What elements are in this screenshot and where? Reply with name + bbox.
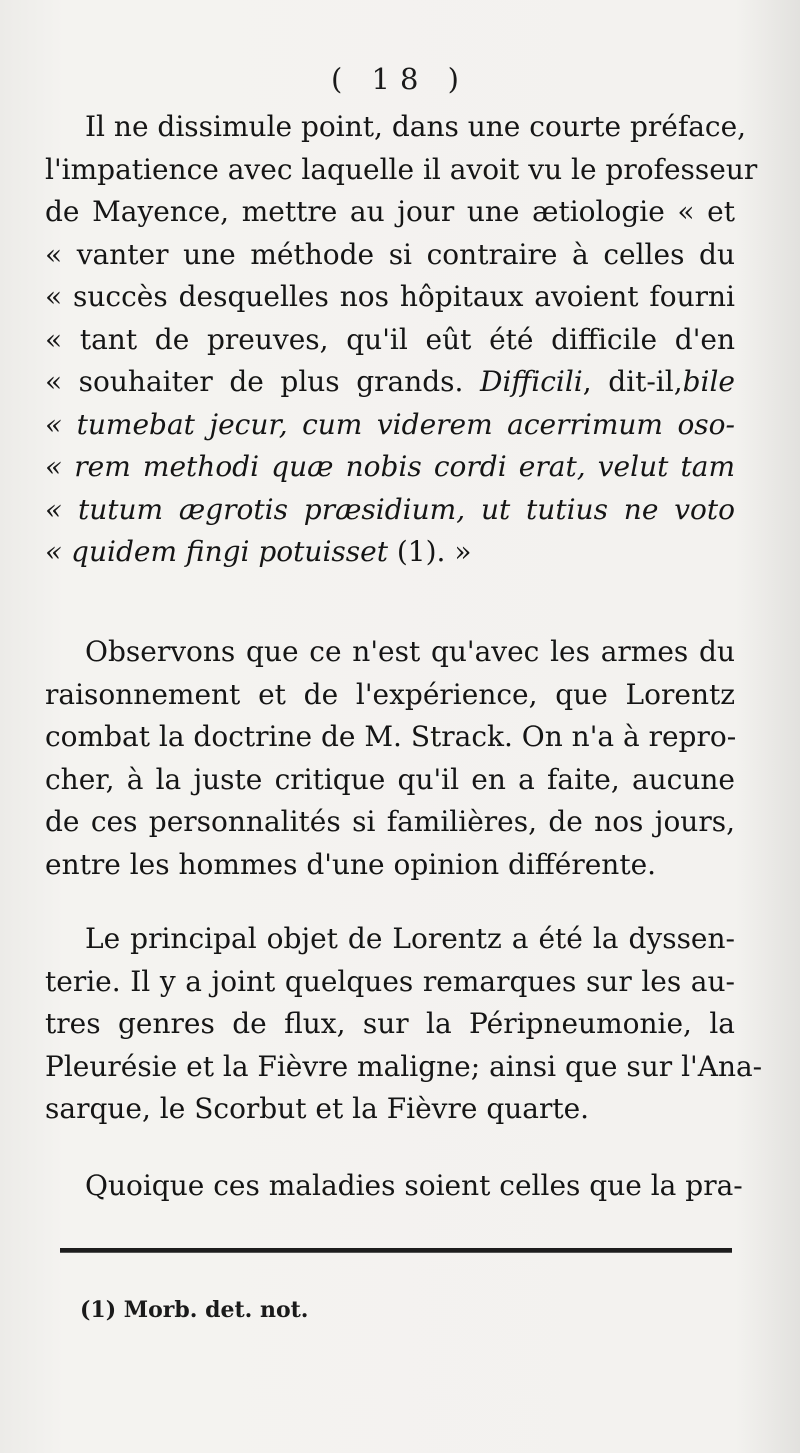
text-line	[45, 631, 735, 674]
text-run: tres genres de flux, sur la Péripneumonie, la	[45, 1007, 735, 1040]
text-run: de ces personnalités si familières, de nos jours,	[45, 805, 735, 838]
text-run: « tant de preuves, qu'il eût été difficile d'en	[45, 322, 735, 356]
text-line	[45, 234, 735, 277]
text-line	[45, 149, 758, 192]
text-line	[45, 319, 735, 362]
text-run: , dit-il,	[582, 365, 683, 398]
text-run: (1). »	[387, 535, 472, 568]
italic-text: Difficili	[480, 365, 583, 398]
paragraph-1	[45, 106, 758, 574]
text-line	[45, 1046, 763, 1089]
footnote: (1) Morb. det. not.	[80, 1297, 309, 1323]
page-number: ( 18 )	[331, 62, 469, 96]
text-line	[45, 489, 735, 532]
italic-text: « tumebat jecur, cum viderem acerrimum oso-	[45, 407, 735, 441]
italic-text: « quidem fingi potuisset	[45, 535, 388, 568]
text-line	[45, 1003, 735, 1046]
text-line	[45, 961, 735, 1004]
text-line	[45, 1088, 735, 1131]
text-run: Observons que ce n'est qu'avec les armes du	[85, 635, 735, 668]
text-run: Le principal objet de Lorentz a été la dyssen-	[85, 922, 735, 955]
text-line	[45, 918, 735, 961]
text-run: Quoique ces maladies soient celles que la pra-	[85, 1169, 743, 1202]
text-run: cher, à la juste critique qu'il en a faite, aucune	[45, 762, 735, 796]
text-run: « vanter une méthode si contraire à celles du	[45, 237, 735, 271]
text-line	[45, 801, 735, 844]
text-run: entre les hommes d'une opinion différente.	[45, 847, 657, 881]
text-line	[45, 446, 735, 489]
text-line	[45, 759, 735, 802]
text-line	[45, 674, 735, 717]
text-run: terie. Il y a joint quelques remarques sur les au-	[45, 964, 735, 998]
text-run: « succès desquelles nos hôpitaux avoient fourni	[45, 280, 735, 313]
text-line	[45, 404, 735, 447]
italic-text: « rem methodi quæ nobis cordi erat, velut tam	[45, 450, 735, 483]
footnote-rule	[60, 1248, 732, 1253]
text-line	[45, 106, 747, 149]
text-run: l'impatience avec laquelle il avoit vu le professeur	[45, 152, 758, 186]
text-run: raisonnement et de l'expérience, que Lorentz	[45, 677, 735, 711]
text-line	[45, 1165, 743, 1208]
paragraph-2	[45, 631, 735, 886]
text-line	[45, 361, 735, 404]
text-run: Il ne dissimule point, dans une courte préface,	[85, 110, 747, 143]
text-line	[45, 716, 735, 759]
paragraph-3	[45, 918, 763, 1131]
text-run: de Mayence, mettre au jour une ætiologie « et	[45, 195, 735, 228]
text-run: combat la doctrine de M. Strack. On n'a à repro-	[45, 720, 737, 753]
text-run: « souhaiter de plus grands.	[45, 365, 480, 398]
text-line	[45, 531, 735, 574]
paragraph-4	[45, 1165, 743, 1208]
text-line	[45, 844, 735, 887]
text-line	[45, 191, 735, 234]
text-run: Pleurésie et la Fièvre maligne; ainsi que sur l'Ana-	[45, 1049, 763, 1083]
text-line	[45, 276, 735, 319]
italic-text: « tutum ægrotis præsidium, ut tutius ne voto	[45, 492, 735, 526]
text-run: sarque, le Scorbut et la Fièvre quarte.	[45, 1092, 590, 1125]
italic-text: bile	[682, 365, 735, 398]
